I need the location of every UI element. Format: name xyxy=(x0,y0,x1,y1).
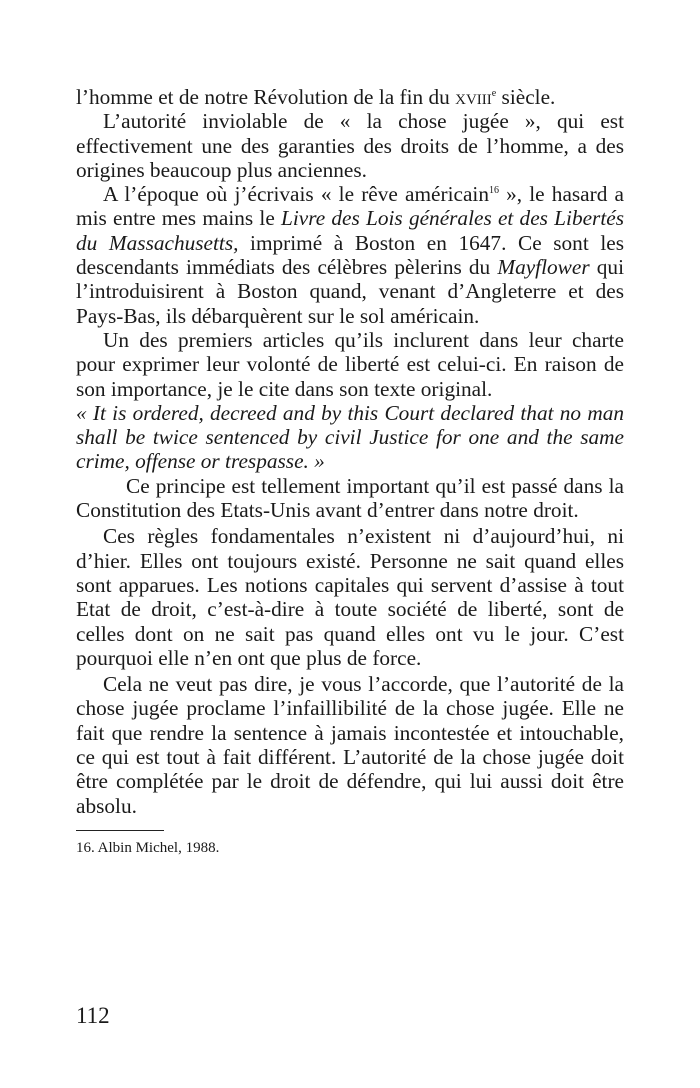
superscript: e xyxy=(491,88,497,99)
paragraph-2: L’autorité inviolable de « la chose jugée », qui est effectivement une des garanties des droits de l’homme, a des origines beaucoup plus anciennes. xyxy=(76,109,624,182)
page-number: 112 xyxy=(76,1003,110,1028)
paragraph-1: l’homme et de notre Révolution de la fin du xviii$^e$ siècle. xyxy=(76,85,556,109)
italic-title: Livre des Lois générales et des Libertés du Massachusetts, xyxy=(76,206,624,255)
superscript: 16 xyxy=(488,185,499,197)
italic-title: Mayflower xyxy=(497,255,590,280)
body-text xyxy=(76,85,624,818)
paragraph-7: Cela ne veut pas dire, je vous l’accorde, que l’autorité de la chose jugée proclame l’infaillibilité de la chose jugée. Elle ne fait que rendre la sentence à jamais incontestée et intouchable, ce qui est tout à fait différent. L’autorité de la chose jugée doit être complétée par le droit de défendre, qui lui aussi doit être absolu. xyxy=(76,672,624,818)
paragraph-3: A l’époque où j’écrivais « le rêve américain$^{16}$ », le hasard a mis entre mes mains le Livre des Lois générales et des Libertés du Massachusetts, imprimé à Boston en 1647. Ce sont les descendants immédiats des célèbres pèlerins du Mayflower qui l’introduisirent à Boston quand, venant d’Angleterre et des Pays-Bas, ils débarquèrent sur le sol américain. xyxy=(76,182,625,328)
roman-numeral: xviii xyxy=(455,85,492,109)
footnote: 16. Albin Michel, 1988. xyxy=(76,839,220,856)
paragraph-5: Ce principe est tellement important qu’il est passé dans la Constitution des Etats-Unis avant d’entrer dans notre droit. xyxy=(76,473,624,523)
footnote-rule xyxy=(76,830,164,831)
block-quote: « It is ordered, decreed and by this Court declared that no man shall be twice sentenced by civil Justice for one and the same crime, offense or trespasse. » xyxy=(76,400,624,474)
paragraph-6: Ces règles fondamentales n’existent ni d’aujourd’hui, ni d’hier. Elles ont toujours existé. Personne ne sait quand elles sont apparues. Les notions capitales qui servent d’assise à tout Etat de droit, c’est-à-dire à toute société de liberté, sont de celles dont on ne sait pas quand elles ont vu le jour. C’est pourquoi elle n’en ont que plus de force. xyxy=(76,524,624,670)
paragraph-4: Un des premiers articles qu’ils inclurent dans leur charte pour exprimer leur volonté de liberté est celui-ci. En raison de son importance, je le cite dans son texte original. xyxy=(76,327,624,401)
